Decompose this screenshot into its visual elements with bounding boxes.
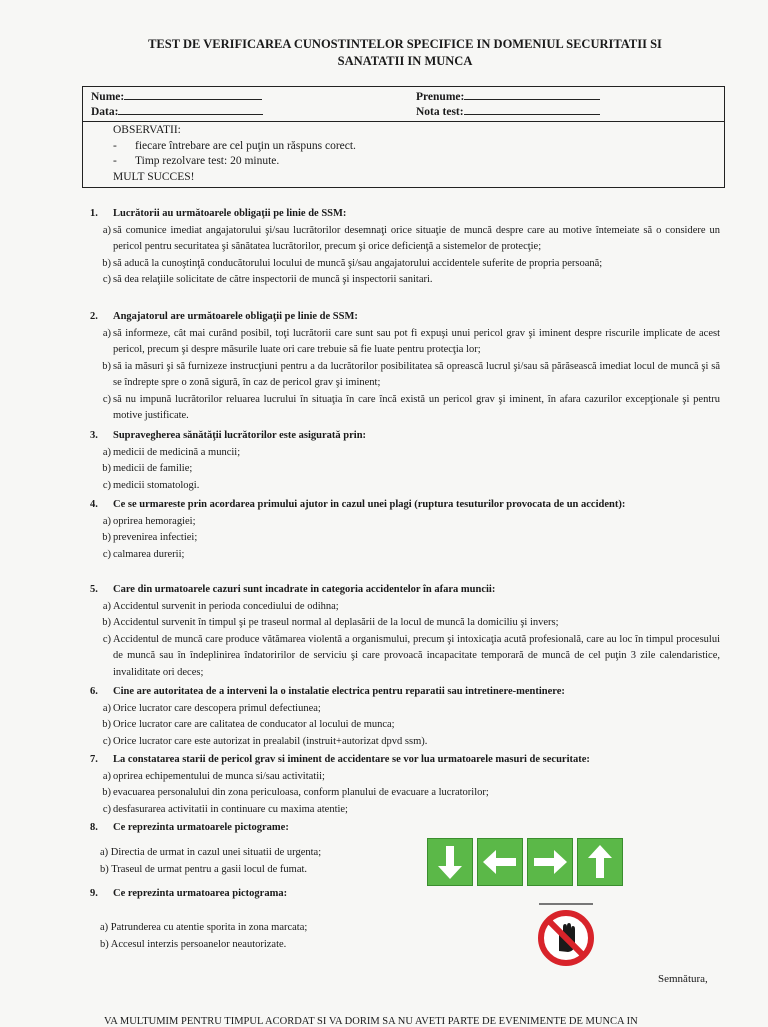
data-line [118,104,263,115]
nume-label: Nume: [91,91,125,103]
candidate-info-box [82,86,725,188]
no-entry-hand-icon [535,905,597,967]
answer-option[interactable]: b) Traseul de urmat pentru a gasii locul de fumat. [100,863,308,875]
nota-test-label: Nota test: [416,106,464,118]
answer-option[interactable]: a) medicii de medicină a muncii; [102,446,241,458]
answer-option[interactable]: a) să informeze, cât mai curând posibil, toţi lucrătorii care sunt sau pot fi expuşi unui pericol grav şi iminent despre riscurile implicate de acest pericol, precum şi despre măsurile luate ori care trebuie să fie luate pentru protecţia lor; [102,327,720,355]
answer-option[interactable]: a) oprirea hemoragiei; [102,515,196,527]
answer-option[interactable]: b) Accidentul survenit în timpul şi pe traseul normal al deplasării de la locul de muncă la domiciliu şi invers; [102,617,559,628]
observatii-title: OBSERVATII: [113,124,181,136]
question-title: 7. La constatarea starii de pericol grav si iminent de accidentare se vor lua urmatoarele masuri de securitate: [90,754,590,765]
answer-option[interactable]: b) prevenirea infectiei; [102,532,198,543]
answer-option[interactable]: c) medicii stomatologi. [102,479,200,491]
answer-option[interactable]: b) să ia măsuri şi să furnizeze instrucţiuni pentru a da lucrătorilor posibilitatea să oprească lucrul şi/sau să părăsească imediat locul de muncă şi să se îndrepte spre o zonă sigură, în caz de pericol grav şi iminent; [102,360,720,388]
signature-label: Semnătura, [658,973,708,985]
nota-test-field[interactable] [416,104,600,118]
answer-option[interactable]: b) Orice lucrator care are calitatea de conducator al locului de munca; [102,719,395,730]
question-6 [90,684,720,750]
observatii-item: - fiecare întrebare are cel puţin un răspuns corect. [113,139,356,152]
evacuation-pictograms [427,838,623,886]
question-8-answers [100,845,420,878]
question-title: 8. Ce reprezinta urmatoarele pictograme: [90,822,289,833]
title-line-2: SANATATII IN MUNCA [337,54,473,68]
arrow-up-icon [577,838,623,886]
candidate-fields-row [83,87,724,122]
prenume-field[interactable] [416,89,600,103]
answer-option[interactable]: c) calmarea durerii; [102,548,185,560]
answer-option[interactable]: c) să nu impună lucrătorilor reluarea lucrului în situaţia în care încă există un pericol grav şi iminent, în afara cazurilor excepţionale şi pentru motive justificate. [102,393,720,421]
answer-option[interactable]: a) oprirea echipementului de munca si/sau activitatii; [102,770,325,782]
question-3 [90,428,720,494]
question-9-answers [100,920,420,953]
question-title: 1. Lucrătorii au următoarele obligaţii pe linie de SSM: [90,208,347,219]
question-5 [90,582,720,681]
question-4 [90,497,720,563]
answer-option[interactable]: b) Accesul interzis persoanelor neautorizate. [100,938,287,950]
answer-option[interactable]: a) să comunice imediat angajatorului şi/sau lucrătorilor desemnaţi orice situaţie de muncă despre care au motive întemeiate să o considere un pericol pentru securitatea şi sănătatea lucrătorilor, precum şi orice deficienţă a sistemelor de protecţie; [102,224,720,252]
question-title: 4. Ce se urmareste prin acordarea primului ajutor in cazul unei plagi (ruptura tesuturilor provocata de un accident): [90,499,626,510]
title-line-1: TEST DE VERIFICAREA CUNOSTINTELOR SPECIFICE IN DOMENIUL SECURITATII SI [148,37,662,51]
arrow-down-icon [427,838,473,886]
arrow-right-icon [527,838,573,886]
document-title [60,36,750,70]
answer-option[interactable]: a) Patrunderea cu atentie sporita in zona marcata; [100,922,308,933]
nume-field[interactable] [91,89,262,103]
question-title: 3. Supravegherea sănătăţii lucrătorilor este asigurată prin: [90,430,367,441]
answer-option[interactable]: b) evacuarea personalului din zona periculoasa, conform planului de evacuare a lucratorilor; [102,787,489,798]
data-field[interactable] [91,104,263,118]
question-8 [90,820,420,837]
answer-option[interactable]: b) să aducă la cunoştinţă conducătorului locului de muncă şi/sau angajatorului accidentele suferite de propria persoană; [102,257,603,269]
answer-option[interactable]: c) să dea relaţiile solicitate de către inspectorii de muncă şi inspectorii sanitari. [102,274,433,285]
arrow-left-icon [477,838,523,886]
answer-option[interactable]: a) Accidentul survenit in perioda concediului de odihna; [102,600,339,612]
prenume-label: Prenume: [416,91,465,103]
footer-message: VA MULTUMIM PENTRU TIMPUL ACORDAT SI VA DORIM SA NU AVETI PARTE DE EVENIMENTE DE MUNCA IN [104,1016,638,1027]
question-2 [90,309,720,425]
closing-message: MULT SUCCES! [113,170,195,183]
question-title: 6. Cine are autoritatea de a interveni la o instalatie electrica pentru reparatii sau intretinere-mentinere: [90,686,565,697]
prenume-line [464,89,600,100]
question-7 [90,752,720,818]
question-title: 9. Ce reprezinta urmatoarea pictograma: [90,888,288,899]
answer-option[interactable]: a) Directia de urmat in cazul unei situatii de urgenta; [100,847,322,858]
data-label: Data: [91,106,119,118]
observatii-item: - Timp rezolvare test: 20 minute. [113,155,280,167]
nota-test-line [464,104,600,115]
answer-option[interactable]: b) medicii de familie; [102,463,193,474]
answer-option[interactable]: c) Orice lucrator care este autorizat in prealabil (instruit+autorizat dpvd ssm). [102,735,428,747]
observatii-block [113,123,356,185]
question-1 [90,206,720,289]
question-9 [90,886,420,903]
answer-option[interactable]: c) desfasurarea activitatii in continuare cu maxima atentie; [102,803,348,815]
answer-option[interactable]: c) Accidentul de muncă care produce vătămarea violentă a organismului, precum şi intoxicaţia acută profesională, care au loc în timpul procesului de muncă sau în îndeplinirea îndatoririlor de serviciu şi care provoacă incapacitate temporară de muncă de cel puţin 3 zile calendaristice, invaliditate ori deces; [102,633,720,678]
nume-line [124,89,262,100]
question-title: 2. Angajatorul are următoarele obligaţii pe linie de SSM: [90,311,358,322]
answer-option[interactable]: a) Orice lucrator care descopera primul defectiunea; [102,702,321,714]
question-title: 5. Care din urmatoarele cazuri sunt incadrate in categoria accidentelor în afara muncii: [90,584,496,595]
